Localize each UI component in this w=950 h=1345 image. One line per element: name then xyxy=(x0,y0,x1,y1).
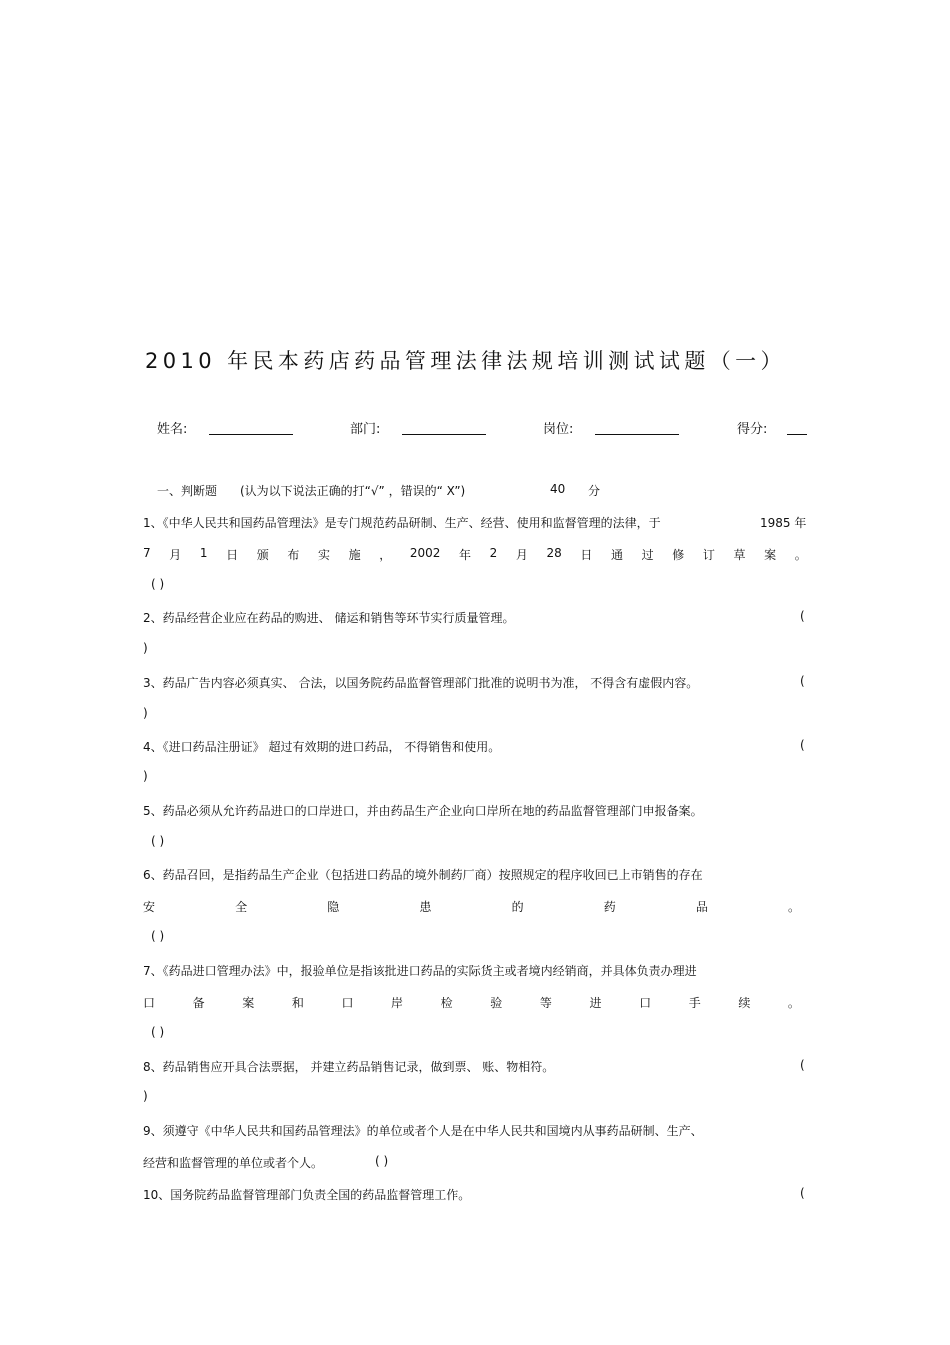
department-blank[interactable] xyxy=(402,434,486,435)
question-2-paren-close[interactable]: ) xyxy=(143,641,148,655)
question-2-text: 2、药品经营企业应在药品的购进、 储运和销售等环节实行质量管理。 xyxy=(143,611,515,625)
question-6-token: 隐 xyxy=(327,900,340,914)
question-1-token: 过 xyxy=(641,548,654,562)
question-6-token: 品 xyxy=(695,900,708,914)
question-3-paren-open[interactable]: ( xyxy=(800,674,805,688)
question-4-text: 4、《进口药品注册证》 超过有效期的进口药品， 不得销售和使用。 xyxy=(143,740,501,754)
name-blank[interactable] xyxy=(209,434,293,435)
question-9-answer-paren[interactable]: ( ) xyxy=(375,1154,389,1168)
question-1-token: 草 xyxy=(733,548,746,562)
question-6-token: 。 xyxy=(787,900,800,914)
question-1-token: ， xyxy=(379,548,392,562)
question-4-paren-open[interactable]: ( xyxy=(800,738,805,752)
question-6-token: 药 xyxy=(603,900,616,914)
question-10-paren-open[interactable]: ( xyxy=(800,1186,805,1200)
question-4-paren-close[interactable]: ) xyxy=(143,769,148,783)
question-7-answer-paren[interactable]: ( ) xyxy=(151,1025,165,1039)
question-7-token: 。 xyxy=(787,996,800,1010)
question-1-token: 修 xyxy=(672,548,685,562)
question-7-text: 7、《药品进口管理办法》中，报验单位是指该批进口药品的实际货主或者境内经销商，并具体负责办理进 xyxy=(143,964,697,978)
question-1-token: 。 xyxy=(794,548,807,562)
question-7-token: 续 xyxy=(738,996,751,1010)
question-1-token: 施 xyxy=(348,548,361,562)
question-6-token: 的 xyxy=(511,900,524,914)
question-3-text: 3、药品广告内容必须真实、 合法，以国务院药品监督管理部门批准的说明书为准， 不得含有虚假内容。 xyxy=(143,676,699,690)
question-7-line-2 xyxy=(143,994,800,1011)
question-6-token: 患 xyxy=(419,900,432,914)
question-9-text-line-2: 经营和监督管理的单位或者个人。 xyxy=(143,1156,324,1170)
question-7-token: 口 xyxy=(143,996,156,1010)
question-6-text: 6、药品召回，是指药品生产企业（包括进口药品的境外制药厂商）按照规定的程序收回已上市销售的存在 xyxy=(143,868,703,882)
question-2-paren-open[interactable]: ( xyxy=(800,609,805,623)
post-blank[interactable] xyxy=(595,434,679,435)
question-1-token: 2 xyxy=(489,546,498,560)
question-1-token: 月 xyxy=(515,548,528,562)
question-7-token: 进 xyxy=(589,996,602,1010)
question-7-token: 检 xyxy=(440,996,453,1010)
question-5-text: 5、药品必须从允许药品进口的口岸进口，并由药品生产企业向口岸所在地的药品监督管理部门申报备案。 xyxy=(143,804,703,818)
question-10-text: 10、国务院药品监督管理部门负责全国的药品监督管理工作。 xyxy=(143,1188,471,1202)
question-1-token: 案 xyxy=(764,548,777,562)
question-1-token: 2002 xyxy=(409,546,441,560)
question-8-paren-close[interactable]: ) xyxy=(143,1089,148,1103)
question-1-token: 1 xyxy=(199,546,208,560)
question-7-token: 备 xyxy=(192,996,205,1010)
question-1-token: 订 xyxy=(702,548,715,562)
section-points: 40 xyxy=(550,482,566,496)
question-8-paren-open[interactable]: ( xyxy=(800,1058,805,1072)
question-7-token: 案 xyxy=(242,996,255,1010)
question-7-token: 等 xyxy=(539,996,552,1010)
question-1-year: 1985 年 xyxy=(760,516,807,530)
question-7-token: 岸 xyxy=(391,996,404,1010)
score-blank[interactable] xyxy=(787,434,807,435)
question-1-token: 实 xyxy=(318,548,331,562)
question-1-token: 日 xyxy=(226,548,239,562)
question-1-token: 月 xyxy=(169,548,182,562)
question-9-text: 9、须遵守《中华人民共和国药品管理法》的单位或者个人是在中华人民共和国境内从事药品研制、生产、 xyxy=(143,1124,703,1138)
question-1-answer-paren[interactable]: ( ) xyxy=(151,577,165,591)
section-instruction: (认为以下说法正确的打“√” ，错误的“ X”) xyxy=(240,484,466,498)
question-7-token: 手 xyxy=(688,996,701,1010)
question-1-token: 布 xyxy=(287,548,300,562)
question-7-token: 口 xyxy=(341,996,354,1010)
page-title: 2010 年民本药店药品管理法律法规培训测试试题（一） xyxy=(145,349,786,373)
question-7-token: 和 xyxy=(291,996,304,1010)
question-1-text: 1、《中华人民共和国药品管理法》是专门规范药品研制、生产、经营、使用和监督管理的法律，于 xyxy=(143,516,661,530)
section-heading: 一、判断题 xyxy=(157,484,218,498)
question-1-token: 通 xyxy=(611,548,624,562)
question-1-token: 28 xyxy=(546,546,562,560)
department-label: 部门: xyxy=(350,422,381,437)
question-8-text: 8、药品销售应开具合法票据， 并建立药品销售记录，做到票、 账、物相符。 xyxy=(143,1060,555,1074)
question-1-token: 颁 xyxy=(256,548,269,562)
question-6-answer-paren[interactable]: ( ) xyxy=(151,929,165,943)
question-7-token: 口 xyxy=(639,996,652,1010)
question-3-paren-close[interactable]: ) xyxy=(143,706,148,720)
name-label: 姓名: xyxy=(157,422,188,437)
question-1-token: 日 xyxy=(580,548,593,562)
question-1-token: 7 xyxy=(143,546,151,560)
question-5-answer-paren[interactable]: ( ) xyxy=(151,834,165,848)
score-label: 得分: xyxy=(737,422,768,437)
question-7-token: 验 xyxy=(490,996,503,1010)
question-6-line-2 xyxy=(143,898,800,915)
question-1-token: 年 xyxy=(459,548,472,562)
question-6-token: 全 xyxy=(235,900,248,914)
question-6-token: 安 xyxy=(143,900,156,914)
section-points-unit: 分 xyxy=(588,484,601,498)
question-1-line-2 xyxy=(143,546,807,563)
post-label: 岗位: xyxy=(543,422,574,437)
